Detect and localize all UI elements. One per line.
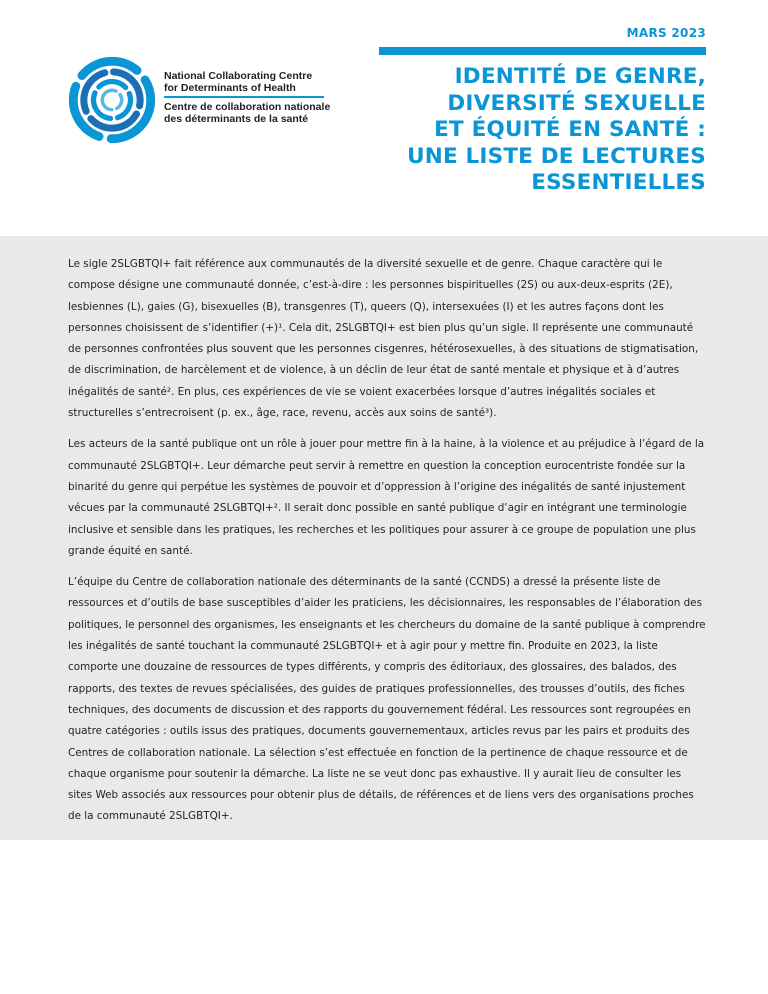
intro-paragraph: Les acteurs de la santé publique ont un rôle à jouer pour mettre fin à la haine, à la violence et au préjudice à l’égard de la communauté 2SLGBTQI+. Leur démarche peut servir à remettre en question la conception eurocentriste fondée sur la binarité du genre qui perpétue les systèmes de pouvoir et d’oppression à l’origine des inégalités de santé injustement vécues par la communauté 2SLGBTQI+². Il serait donc possible en santé publique d’agir en intégrant une terminologie inclusive et sensible dans les pratiques, les recherches et les politiques pour assurer à ce groupe de population une plus grande équité en santé. xyxy=(68,438,705,557)
header-accent-rule xyxy=(379,47,706,55)
organization-name xyxy=(164,70,334,125)
org-name-en-line-1: National Collaborating Centre xyxy=(164,70,313,82)
org-name-en-line-2: for Determinants of Health xyxy=(164,82,296,94)
title-line: DIVERSITÉ SEXUELLE xyxy=(447,90,706,116)
document-title xyxy=(346,64,706,197)
org-name-fr-line-2: des déterminants de la santé xyxy=(164,112,309,125)
title-line: UNE LISTE DE LECTURES xyxy=(407,143,706,169)
publication-date: MARS 2023 xyxy=(626,26,706,40)
org-name-fr-line-1: Centre de collaboration nationale xyxy=(164,100,331,113)
intro-paragraph: L’équipe du Centre de collaboration nationale des déterminants de la santé (CCNDS) a dressé la présente liste de ressources et d’outils de base susceptibles d’aider les praticiens, les décisionnaires, les responsables de l’élaboration des politiques, le personnel des organismes, les enseignants et les chercheurs du domaine de la santé publique à comprendre les inégalités de santé touchant la communauté 2SLGBTQI+ et à agir pour y mettre fin. Produite en 2023, la liste comporte une douzaine de ressources de types différents, y compris des éditoriaux, des glossaires, des balados, des rapports, des textes de revues spécialisées, des guides de pratiques professionnelles, des trousses d’outils, des fiches techniques, des documents de discussion et des rapports du gouvernement fédéral. Les ressources sont regroupées en quatre catégories : outils issus des pratiques, documents gouvernementaux, articles revus par les pairs et produits des Centres de collaboration nationale. La sélection s’est effectuée en fonction de la pertinence de chaque ressource et de chaque organisme pour soutenir la démarche. La liste ne se veut donc pas exhaustive. Il y aurait lieu de consulter les sites Web associés aux ressources pour obtenir plus de détails, de références et de liens vers des organisations proches de la communauté 2SLGBTQI+. xyxy=(68,576,706,823)
title-line: IDENTITÉ DE GENRE, xyxy=(454,64,706,89)
nccdh-spiral-logo-icon xyxy=(68,56,156,144)
title-line: ET ÉQUITÉ EN SANTÉ : xyxy=(434,117,706,142)
title-line: ESSENTIELLES xyxy=(531,170,706,195)
intro-body-text xyxy=(68,254,708,838)
intro-paragraph: Le sigle 2SLGBTQI+ fait référence aux communautés de la diversité sexuelle et de genre. Chaque caractère qui le compose désigne une communauté donnée, c’est-à-dire : les personnes bispirituelles (2S) ou aux-deux-esprits (2E), lesbiennes (L), gaies (G), bisexuelles (B), transgenres (T), queers (Q), intersexuées (I) et les autres façons dont les personnes choisissent de s’identifier (+)¹. Cela dit, 2SLGBTQI+ est bien plus qu’un sigle. Il représente une communauté de personnes confrontées plus souvent que les personnes cisgenres, hétérosexuelles, à des situations de stigmatisation, de discrimination, de harcèlement et de violence, à un déclin de leur état de santé mentale et physique et à d’autres inégalités de santé². En plus, ces expériences de vie se voient exacerbées lorsque d’autres inégalités sociales et structurelles s’entrecroisent (p. ex., âge, race, revenu, accès aux soins de santé³). xyxy=(68,258,699,420)
org-name-divider xyxy=(164,96,324,98)
